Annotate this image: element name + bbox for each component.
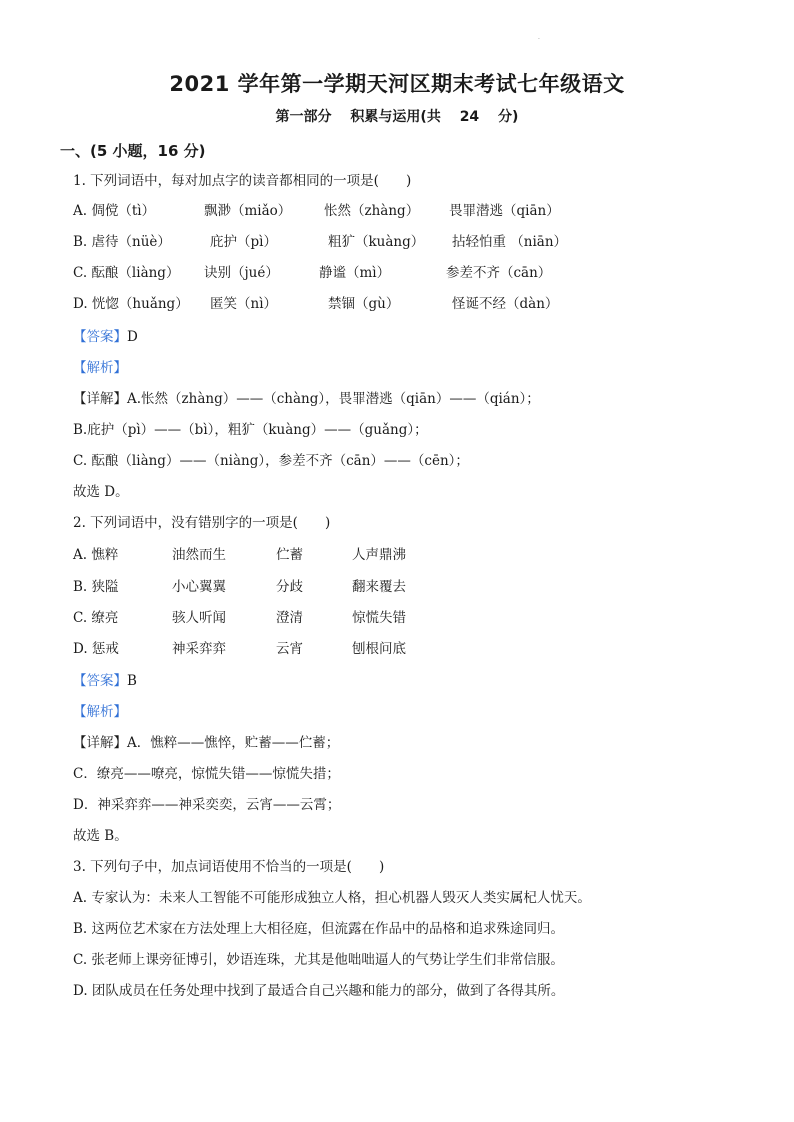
q2-d-word4: 刨根问底 <box>352 641 406 657</box>
q2-analysis-tag: 【解析】 <box>73 704 127 720</box>
q2-c-word2: 骇人听闻 <box>172 610 226 626</box>
q3-option-d: D. 团队成员在任务处理中找到了最适合自己兴趣和能力的部分，做到了各得其所。 <box>73 983 565 999</box>
q2-a-word3: 伫蓄 <box>276 547 303 563</box>
q1-analysis-tag: 【解析】 <box>73 360 127 376</box>
q2-b-word4: 翻来覆去 <box>352 579 406 595</box>
q3-option-a: A. 专家认为：未来人工智能不可能形成独立人格，担心机器人毁灭人类实属杞人忧天。 <box>73 890 591 906</box>
q1-d-word4: 怪诞不经（dàn） <box>452 296 559 312</box>
q1-answer-line <box>73 328 138 346</box>
q2-a-word1: A. 憔粹 <box>73 547 119 563</box>
q1-a-word3: 怅然（zhàng） <box>324 203 420 219</box>
q2-detail-1 <box>73 734 339 752</box>
q2-answer-tag: 【答案】 <box>73 673 127 689</box>
page-dot: · <box>538 36 540 43</box>
q1-a-word4: 畏罪潜逃（qiān） <box>449 203 560 219</box>
q1-detail-1-text: A.怅然（zhàng）——（chàng），畏罪潜逃（qiān）——（qián）； <box>127 391 540 407</box>
q1-analysis-line <box>73 359 127 377</box>
q2-detail-1-text: A．憔粹——憔悴，贮蓄——伫蓄； <box>127 735 340 751</box>
q3-option-b: B. 这两位艺术家在方法处理上大相径庭，但流露在作品中的品格和追求殊途同归。 <box>73 921 565 937</box>
q2-answer: B <box>127 673 137 689</box>
q1-d-word2: 匿笑（nì） <box>210 296 278 312</box>
q1-detail-2: B.庇护（pì）——（bì），粗犷（kuàng）——（guǎng）； <box>73 422 428 438</box>
q1-conclusion: 故选 D。 <box>73 484 129 500</box>
q1-detail-1 <box>73 390 540 408</box>
q1-a-word1: A. 倜傥（tì） <box>73 203 156 219</box>
q1-c-word4: 参差不齐（cān） <box>446 265 552 281</box>
q2-conclusion: 故选 B。 <box>73 828 128 844</box>
q2-detail-3: D．神采弈弈——神采奕奕，云宵——云霄； <box>73 797 341 813</box>
section-heading: 一、(5 小题，16 分) <box>60 142 206 160</box>
q2-detail-tag: 【详解】 <box>73 735 127 751</box>
q1-answer-tag: 【答案】 <box>73 329 127 345</box>
q3-option-c: C. 张老师上课旁征博引，妙语连珠，尤其是他咄咄逼人的气势让学生们非常信服。 <box>73 952 564 968</box>
q2-analysis-line <box>73 703 127 721</box>
q2-detail-2: C．缭亮——嘹亮，惊慌失错——惊慌失措； <box>73 766 340 782</box>
q2-c-word4: 惊慌失错 <box>352 610 406 626</box>
q3-stem: 3. 下列句子中，加点词语使用不恰当的一项是( ) <box>73 859 385 875</box>
q1-a-word2: 飘渺（miǎo） <box>204 203 292 219</box>
page-title: 2021 学年第一学期天河区期末考试七年级语文 <box>169 72 625 96</box>
q1-c-word1: C. 酝酿（liàng） <box>73 265 180 281</box>
q1-b-word1: B. 虐待（nüè） <box>73 234 171 250</box>
q1-d-word3: 禁锢（gù） <box>328 296 400 312</box>
q2-b-word1: B. 狭隘 <box>73 579 119 595</box>
q2-c-word1: C. 缭亮 <box>73 610 119 626</box>
q2-stem: 2. 下列词语中，没有错别字的一项是( ) <box>73 515 331 531</box>
q2-b-word2: 小心翼翼 <box>172 579 226 595</box>
q2-c-word3: 澄清 <box>276 610 303 626</box>
q1-b-word3: 粗犷（kuàng） <box>328 234 425 250</box>
q2-a-word4: 人声鼎沸 <box>352 547 406 563</box>
q2-a-word2: 油然而生 <box>172 547 226 563</box>
q1-b-word4: 拈轻怕重 （niān） <box>452 234 568 250</box>
q1-detail-3: C. 酝酿（liàng）——（niàng），参差不齐（cān）——（cēn）； <box>73 453 469 469</box>
q2-d-word2: 神采弈弈 <box>172 641 226 657</box>
q2-answer-line <box>73 672 137 690</box>
q1-answer: D <box>127 329 138 345</box>
q1-c-word2: 诀别（jué） <box>204 265 279 281</box>
q2-d-word1: D. 惩戒 <box>73 641 119 657</box>
q1-b-word2: 庇护（pì） <box>210 234 277 250</box>
q1-d-word1: D. 恍惚（huǎng） <box>73 296 189 312</box>
q1-c-word3: 静谧（mì） <box>319 265 391 281</box>
page-subtitle: 第一部分 积累与运用(共 24 分) <box>275 109 519 125</box>
q2-b-word3: 分歧 <box>276 579 303 595</box>
q1-stem: 1. 下列词语中，每对加点字的读音都相同的一项是( ) <box>73 173 412 189</box>
q1-detail-tag: 【详解】 <box>73 391 127 407</box>
q2-d-word3: 云宵 <box>276 641 303 657</box>
